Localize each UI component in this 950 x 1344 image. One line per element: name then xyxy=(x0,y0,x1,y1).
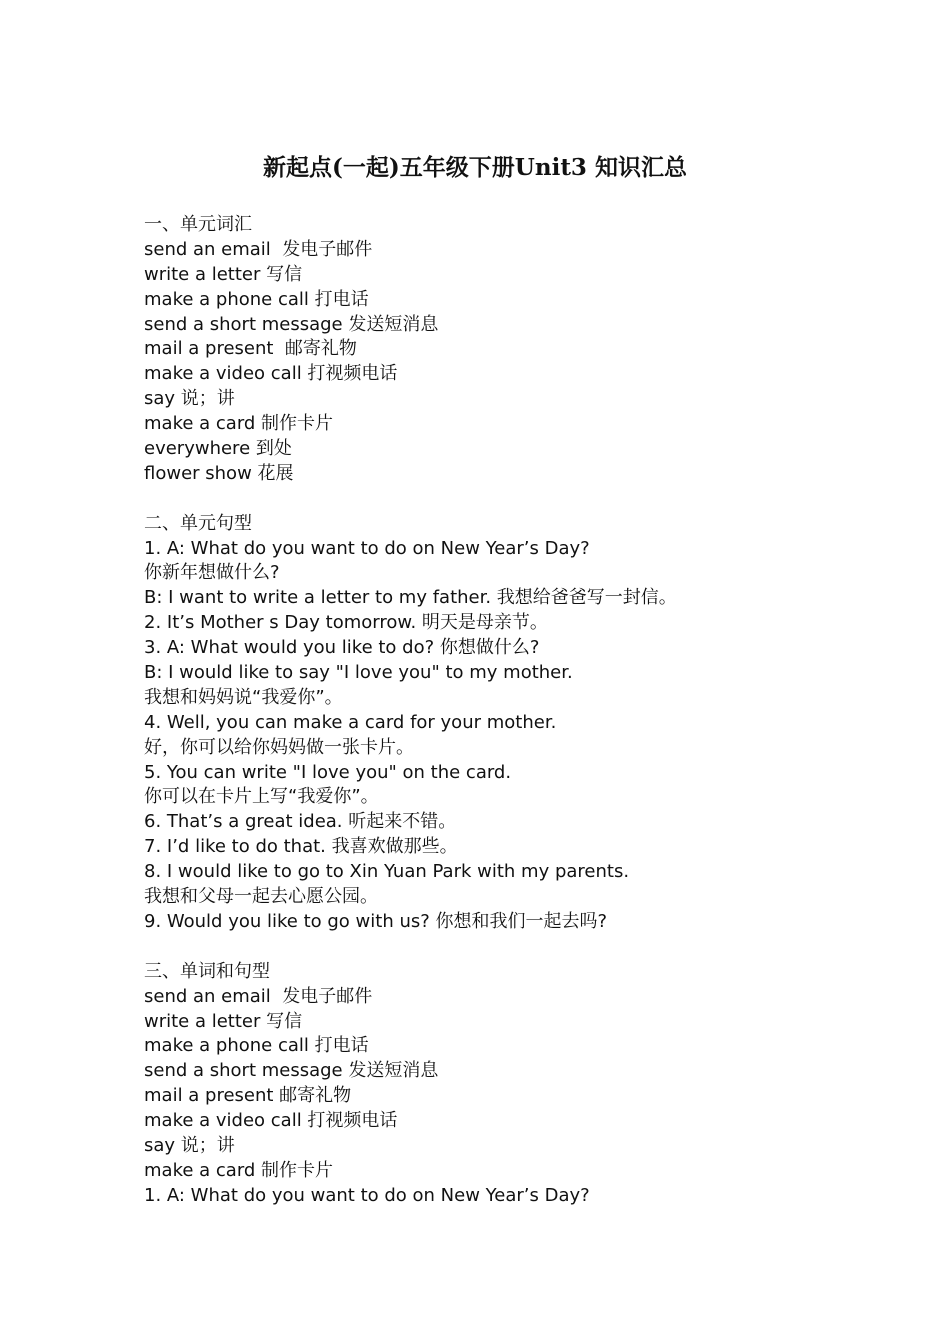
page-title: 新起点(一起)五年级下册Unit3 知识汇总 xyxy=(263,154,687,181)
sentence-line: 2. It’s Mother s Day tomorrow. 明天是母亲节。 xyxy=(144,612,548,634)
section-spacer xyxy=(144,487,864,512)
sentence-line: 你新年想做什么? xyxy=(144,562,280,584)
sentence-line: 8. I would like to go to Xin Yuan Park with my parents. xyxy=(144,861,630,883)
review-line: say 说；讲 xyxy=(144,1134,235,1156)
vocab-line: say 说；讲 xyxy=(144,388,235,410)
sentence-line: 1. A: What do you want to do on New Year’s Day? xyxy=(144,537,590,559)
sentence-line: 3. A: What would you like to do? 你想做什么? xyxy=(144,637,540,659)
review-line: make a video call 打视频电话 xyxy=(144,1110,398,1132)
section-heading-words-and-sentences: 三、单词和句型 xyxy=(144,960,270,982)
vocab-line: mail a present 邮寄礼物 xyxy=(144,338,357,360)
sentence-line: 9. Would you like to go with us? 你想和我们一起去吗? xyxy=(144,910,608,932)
review-line: 1. A: What do you want to do on New Year’s Day? xyxy=(144,1184,590,1206)
vocab-line: flower show 花展 xyxy=(144,462,294,484)
review-line: mail a present 邮寄礼物 xyxy=(144,1085,352,1107)
vocab-line: make a card 制作卡片 xyxy=(144,413,334,435)
sentence-line: B: I want to write a letter to my father. 我想给爸爸写一封信。 xyxy=(144,587,677,609)
section-heading-vocabulary: 一、单元词汇 xyxy=(144,214,252,235)
vocab-line: everywhere 到处 xyxy=(144,438,292,460)
sentence-line: 7. I’d like to do that. 我喜欢做那些。 xyxy=(144,836,458,858)
sentence-line: 4. Well, you can make a card for your mother. xyxy=(144,711,557,733)
sentence-line: 我想和父母一起去心愿公园。 xyxy=(144,886,378,908)
sentence-line: 5. You can write "I love you" on the card. xyxy=(144,761,512,783)
review-line: send an email 发电子邮件 xyxy=(144,985,373,1007)
vocab-line: make a video call 打视频电话 xyxy=(144,363,398,385)
document-body xyxy=(144,213,864,1209)
sentence-line: 好，你可以给你妈妈做一张卡片。 xyxy=(144,736,414,758)
review-line: make a card 制作卡片 xyxy=(144,1159,334,1181)
section-heading-sentences: 二、单元句型 xyxy=(144,512,252,534)
vocab-line: send a short message 发送短消息 xyxy=(144,313,439,335)
vocab-line: make a phone call 打电话 xyxy=(144,288,369,310)
sentence-line: B: I would like to say "I love you" to my mother. xyxy=(144,662,573,684)
review-line: write a letter 写信 xyxy=(144,1010,303,1032)
review-line: send a short message 发送短消息 xyxy=(144,1060,439,1082)
section-spacer xyxy=(144,935,864,960)
review-line: make a phone call 打电话 xyxy=(144,1035,369,1057)
sentence-line: 6. That’s a great idea. 听起来不错。 xyxy=(144,811,457,833)
sentence-line: 你可以在卡片上写“我爱你”。 xyxy=(144,786,379,808)
vocab-line: send an email 发电子邮件 xyxy=(144,238,373,260)
sentence-line: 我想和妈妈说“我爱你”。 xyxy=(144,686,343,708)
vocab-line: write a letter 写信 xyxy=(144,263,303,285)
